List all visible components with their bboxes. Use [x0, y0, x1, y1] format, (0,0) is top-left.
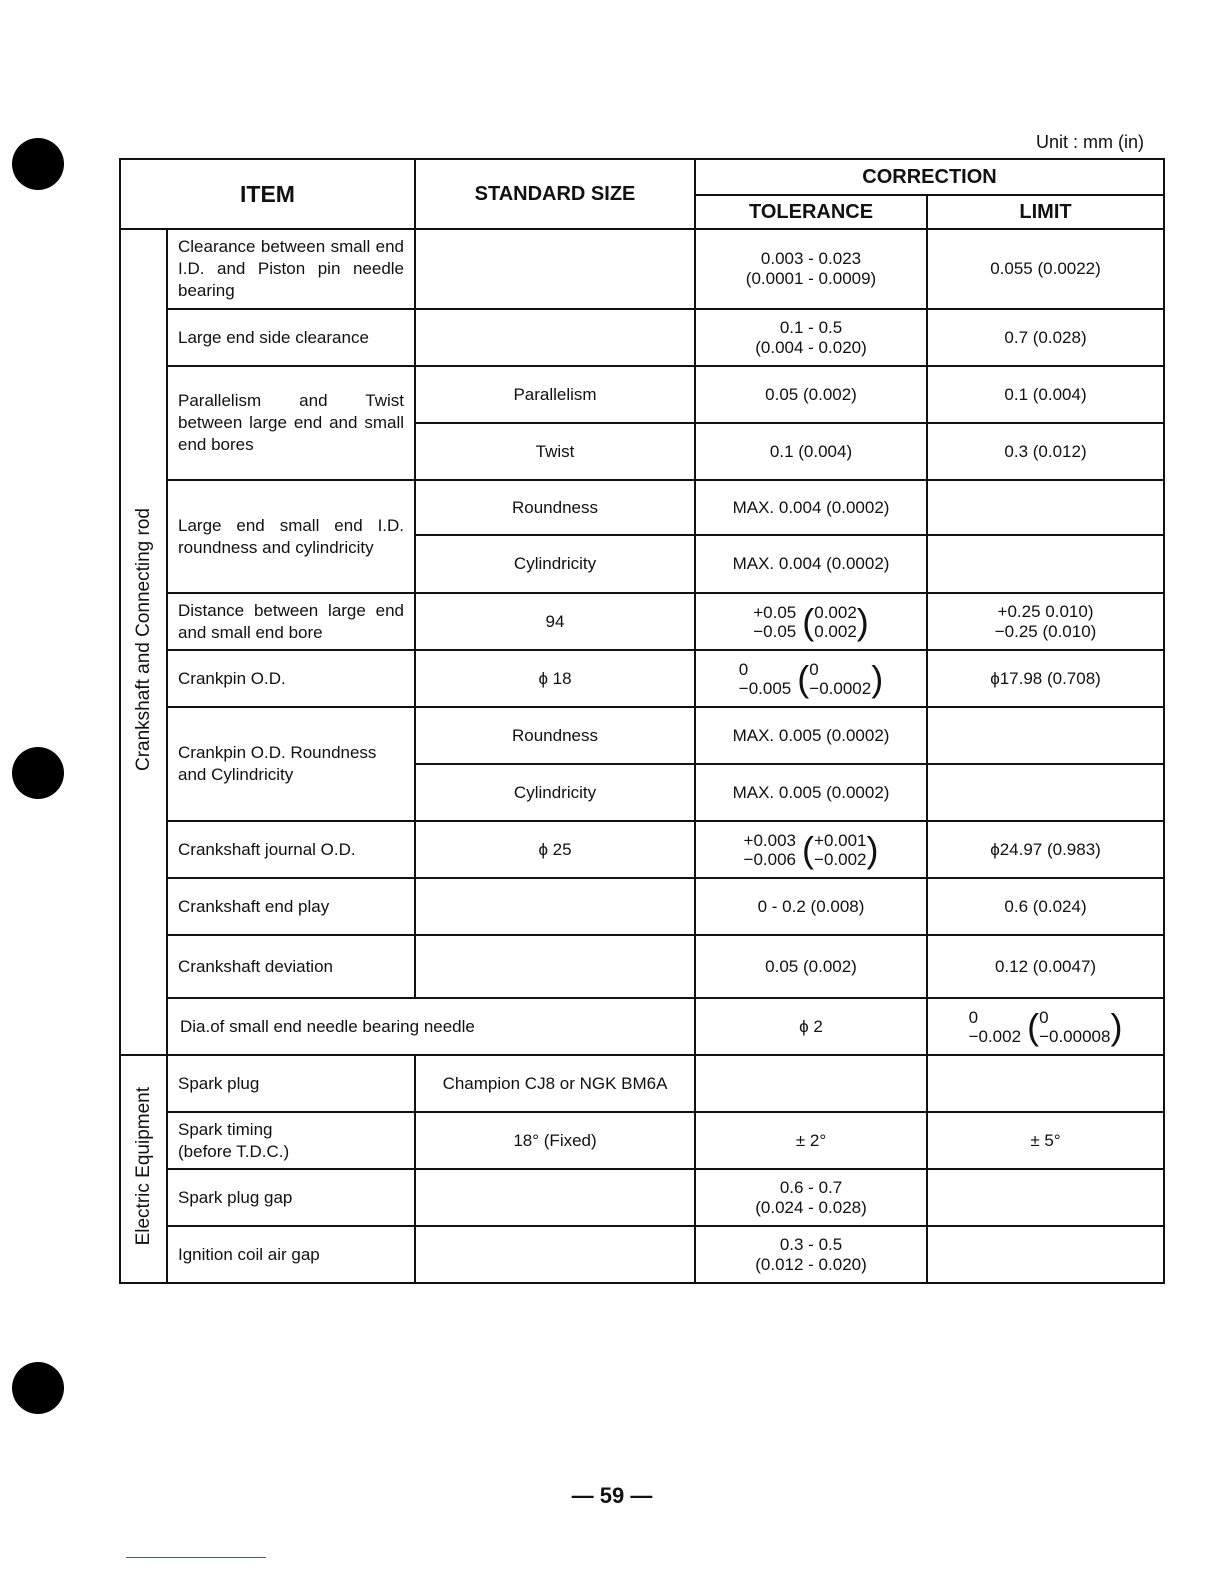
tolerance-cell [695, 1055, 927, 1112]
standard-cell: Parallelism [415, 366, 695, 423]
item-cell: Distance between large end and small end bore [167, 593, 415, 650]
limit-cell: 0.6 (0.024) [927, 878, 1164, 935]
item-cell: Spark timing (before T.D.C.) [167, 1112, 415, 1169]
table-row [120, 878, 1164, 935]
limit-cell [927, 1055, 1164, 1112]
limit-cell [927, 1226, 1164, 1283]
table-row [120, 650, 1164, 707]
item-cell: Crankpin O.D. [167, 650, 415, 707]
tolerance-cell: +0.003 −0.006 ( +0.001 −0.002 ) [695, 821, 927, 878]
specification-table [119, 158, 1165, 1284]
standard-cell: Twist [415, 423, 695, 480]
item-cell: Crankshaft end play [167, 878, 415, 935]
table-row [120, 1226, 1164, 1283]
header-standard-size: STANDARD SIZE [415, 159, 695, 229]
tolerance-cell: MAX. 0.005 (0.0002) [695, 764, 927, 821]
item-cell: Dia.of small end needle bearing needle [167, 998, 695, 1055]
tolerance-cell: +0.05 −0.05 ( 0.002 0.002 ) [695, 593, 927, 650]
table-row [120, 1169, 1164, 1226]
tolerance-cell: 0.003 - 0.023 (0.0001 - 0.0009) [695, 229, 927, 309]
header-row [120, 159, 1164, 195]
limit-cell [927, 480, 1164, 535]
item-cell: Large end small end I.D. roundness and cylindricity [167, 480, 415, 593]
item-cell: Parallelism and Twist between large end and small end bores [167, 366, 415, 480]
header-tolerance: TOLERANCE [695, 195, 927, 229]
table-row [120, 707, 1164, 764]
tolerance-cell: 0.05 (0.002) [695, 366, 927, 423]
table-row [120, 593, 1164, 650]
standard-cell [415, 1169, 695, 1226]
table-row [120, 1112, 1164, 1169]
group-label-crankshaft: Crankshaft and Connecting rod [120, 229, 167, 1055]
table-row [120, 1055, 1164, 1112]
standard-cell [415, 935, 695, 998]
item-cell: Ignition coil air gap [167, 1226, 415, 1283]
header-item: ITEM [120, 159, 415, 229]
standard-cell: Roundness [415, 480, 695, 535]
limit-cell: ϕ24.97 (0.983) [927, 821, 1164, 878]
tolerance-cell: 0 −0.002 ( 0 −0.00008 ) [927, 998, 1164, 1055]
standard-cell: Roundness [415, 707, 695, 764]
tolerance-cell: MAX. 0.004 (0.0002) [695, 480, 927, 535]
limit-cell [927, 535, 1164, 593]
binder-hole-middle [12, 747, 64, 799]
limit-cell: 0.3 (0.012) [927, 423, 1164, 480]
table-row [120, 229, 1164, 309]
tolerance-cell: 0.3 - 0.5 (0.012 - 0.020) [695, 1226, 927, 1283]
tolerance-cell: MAX. 0.005 (0.0002) [695, 707, 927, 764]
page-number: — 59 — [571, 1483, 653, 1508]
standard-cell: Champion CJ8 or NGK BM6A [415, 1055, 695, 1112]
limit-cell [927, 764, 1164, 821]
limit-cell [927, 1169, 1164, 1226]
unit-label: Unit : mm (in) [1036, 132, 1144, 152]
standard-cell [415, 229, 695, 309]
table-row [120, 998, 1164, 1055]
limit-cell [927, 707, 1164, 764]
standard-cell: Cylindricity [415, 535, 695, 593]
item-cell: Clearance between small end I.D. and Piston pin needle bearing [167, 229, 415, 309]
standard-cell: Cylindricity [415, 764, 695, 821]
standard-cell [415, 878, 695, 935]
binder-hole-bottom [12, 1362, 64, 1414]
tolerance-cell: 0 - 0.2 (0.008) [695, 878, 927, 935]
tolerance-cell: ± 2° [695, 1112, 927, 1169]
limit-cell: 0.7 (0.028) [927, 309, 1164, 366]
table-row [120, 309, 1164, 366]
standard-cell: 18° (Fixed) [415, 1112, 695, 1169]
tolerance-cell: 0.1 (0.004) [695, 423, 927, 480]
limit-cell: ϕ17.98 (0.708) [927, 650, 1164, 707]
standard-cell [415, 309, 695, 366]
limit-cell: 0.12 (0.0047) [927, 935, 1164, 998]
limit-cell: 0.1 (0.004) [927, 366, 1164, 423]
item-cell: Large end side clearance [167, 309, 415, 366]
table-row [120, 480, 1164, 535]
standard-cell: ϕ 25 [415, 821, 695, 878]
tolerance-cell: MAX. 0.004 (0.0002) [695, 535, 927, 593]
binder-hole-top [12, 138, 64, 190]
item-cell: Crankshaft journal O.D. [167, 821, 415, 878]
limit-cell: 0.055 (0.0022) [927, 229, 1164, 309]
table-row [120, 935, 1164, 998]
footer-rule [126, 1557, 266, 1558]
header-correction: CORRECTION [695, 159, 1164, 195]
standard-cell: 94 [415, 593, 695, 650]
group-label-electric: Electric Equipment [120, 1055, 167, 1283]
limit-cell: +0.25 0.010) −0.25 (0.010) [927, 593, 1164, 650]
item-cell: Crankpin O.D. Roundness and Cylindricity [167, 707, 415, 821]
table-row [120, 821, 1164, 878]
tolerance-cell: 0.1 - 0.5 (0.004 - 0.020) [695, 309, 927, 366]
item-cell: Spark plug [167, 1055, 415, 1112]
item-cell: Spark plug gap [167, 1169, 415, 1226]
tolerance-cell: 0 −0.005 ( 0 −0.0002 ) [695, 650, 927, 707]
limit-cell: ± 5° [927, 1112, 1164, 1169]
tolerance-cell: 0.6 - 0.7 (0.024 - 0.028) [695, 1169, 927, 1226]
standard-cell: ϕ 2 [695, 998, 927, 1055]
tolerance-cell: 0.05 (0.002) [695, 935, 927, 998]
standard-cell [415, 1226, 695, 1283]
table-row [120, 366, 1164, 423]
standard-cell: ϕ 18 [415, 650, 695, 707]
item-cell: Crankshaft deviation [167, 935, 415, 998]
header-limit: LIMIT [927, 195, 1164, 229]
